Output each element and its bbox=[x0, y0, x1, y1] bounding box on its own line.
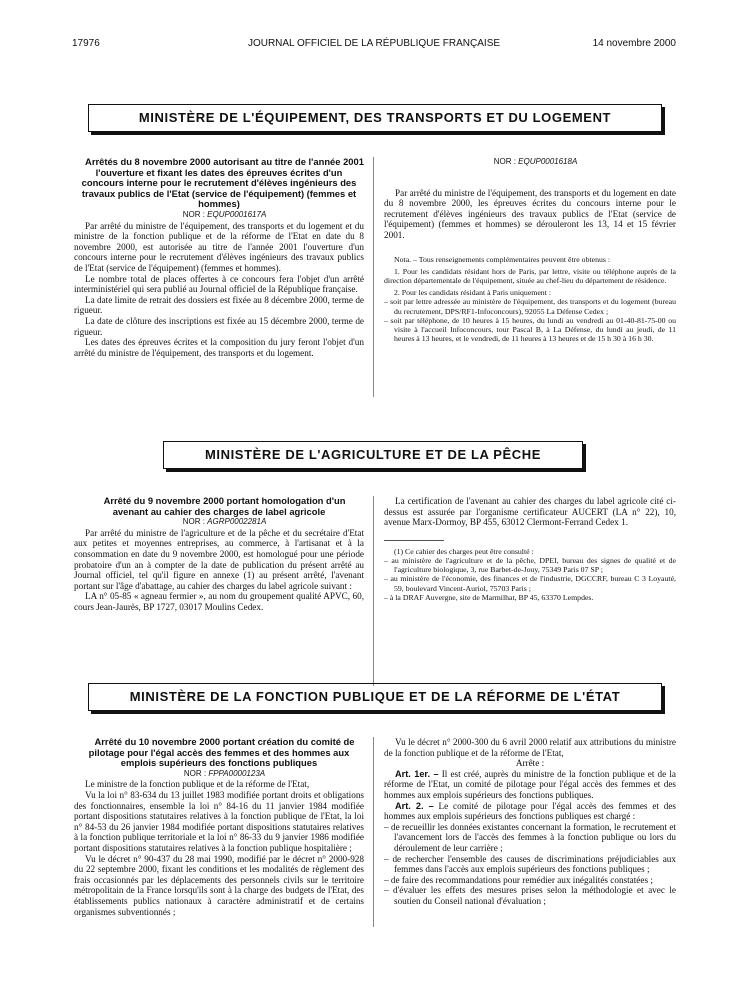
paragraph: Vu la loi n° 83-634 du 13 juillet 1983 modifiée portant droits et obligations des fonctionnaires, ensemble la loi n° 84-16 du 11 janvier 1984 modifiée portant dispositions statutaires relatives à la fonction publique de l'Etat, la loi n° 84-53 du 26 janvier 1984 modifiée portant dispositions statutaires relatives à la fonction publique territoriale et la loi n° 86-33 du 9 janvier 1986 modifiée portant dispositions statutaires relatives à la fonction publique hospitalière ; bbox=[74, 789, 364, 853]
nor-reference: NOR : FPPA0000123A bbox=[183, 768, 266, 778]
note-heading: Nota. – Tous renseignements complémentaires peuvent être obtenus : bbox=[394, 254, 611, 264]
arrete-heading: Arrête : bbox=[515, 758, 545, 769]
paragraph: La date de clôture des inscriptions est fixée au 15 décembre 2000, terme de rigueur. bbox=[74, 315, 364, 337]
column-divider bbox=[373, 157, 374, 397]
section1-left-column bbox=[74, 157, 364, 358]
footnote-item: – à la DRAF Auvergne, site de Marmilhat, BP 45, 63370 Lempdes. bbox=[384, 592, 594, 602]
paragraph: Vu le décret n° 90-437 du 28 mai 1990, modifié par le décret n° 2000-928 du 22 septembre 2000, fixant les conditions et les modalités de règlement des frais occasionnés par les déplacements des personnels civils sur le territoire métropolitain de la France lorsqu'ils sont à la charge des budgets de l'Etat, des établissements publics nationaux à caractère administratif et de certains organismes subventionnés ; bbox=[74, 853, 364, 917]
decree-title: Arrêté du 9 novembre 2000 portant homologation d'un avenant au cahier des charges de label agricole bbox=[103, 495, 346, 517]
article-label: Art. 2. – bbox=[395, 800, 434, 811]
section3-left-column bbox=[74, 737, 364, 917]
note-block bbox=[384, 255, 676, 344]
note-dash-item: – soit par téléphone, de 10 heures à 15 heures, du lundi au vendredi au 01-40-81-75-00 ou visite à l'accueil Infoconcours, tour Pascal B, à La Défense, du lundi au jeudi, de 11 heures à 13 heures, et le vendredi, de 11 heures à 13 heures et de 15 h 30 à 16 h 30. bbox=[384, 315, 676, 344]
article-2: Art. 2. – Le comité de pilotage pour l'égal accès des femmes et des hommes aux emplois supérieurs des fonctions publiques est chargé : bbox=[384, 800, 676, 822]
footnote-heading: (1) Ce cahier des charges peut être consulté : bbox=[394, 546, 534, 556]
journal-title: JOURNAL OFFICIEL DE LA RÉPUBLIQUE FRANÇAISE bbox=[247, 38, 501, 49]
section-heading-fonction-publique bbox=[88, 683, 662, 711]
footnote-block bbox=[384, 547, 676, 602]
article-label: Art. 1er. – bbox=[395, 768, 439, 779]
note-item: 2. Pour les candidats résidant à Paris uniquement : bbox=[394, 288, 551, 298]
note-dash-item: – soit par lettre adressée au ministère de l'équipement, des transports et du logement (bureau du recrutement, DPS/RF1-Infoconcours), 92055 La Défense Cedex ; bbox=[384, 297, 676, 316]
nor-reference: NOR : EQUP0001617A bbox=[182, 209, 267, 219]
article-1: Art. 1er. – Il est créé, auprès du ministre de la fonction publique et de la réforme de l'Etat, un comité de pilotage pour l'égal accès des femmes et des hommes aux emplois supérieurs des fonctions publiques. bbox=[384, 768, 676, 800]
paragraph: La date limite de retrait des dossiers est fixée au 8 décembre 2000, terme de rigueur. bbox=[74, 294, 364, 316]
decree-title: Arrêté du 10 novembre 2000 portant création du comité de pilotage pour l'égal accès des femmes et des hommes aux emplois supérieurs des fonctions publiques bbox=[88, 736, 355, 769]
section1-right-column bbox=[384, 157, 676, 343]
paragraph: LA n° 05-85 « agneau fermier », au nom du groupement qualité APVC, 60, cours Jean-Jaurès, BP 1727, 03017 Moulins Cedex. bbox=[74, 591, 364, 612]
page-number: 17976 bbox=[72, 38, 100, 49]
paragraph: Le ministre de la fonction publique et de la réforme de l'Etat, bbox=[85, 779, 310, 790]
section-heading-text: MINISTÈRE DE LA FONCTION PUBLIQUE ET DE LA RÉFORME DE L'ÉTAT bbox=[129, 689, 621, 704]
article-dash-item: – de faire des recommandations pour remédier aux inégalités constatées ; bbox=[384, 874, 653, 885]
section2-left-column bbox=[74, 496, 364, 613]
section-heading-text: MINISTÈRE DE L'AGRICULTURE ET DE LA PÊCHE bbox=[204, 447, 542, 462]
paragraph: Le nombre total de places offertes à ce concours fera l'objet d'un arrêté interministériel qui sera publié au Journal officiel de la République française. bbox=[74, 273, 364, 295]
issue-date: 14 novembre 2000 bbox=[592, 38, 676, 49]
note-item: 1. Pour les candidats résidant hors de Paris, par lettre, visite ou téléphone auprès de la direction départementale de l'équipement, située au chef-lieu du département de résidence. bbox=[384, 266, 676, 285]
section-heading-agriculture bbox=[163, 441, 583, 469]
nor-reference: NOR : AGRP0002281A bbox=[182, 517, 267, 527]
column-divider bbox=[373, 496, 374, 686]
section2-right-column bbox=[384, 496, 676, 602]
footnote-item: – au ministère de l'économie, des finances et de l'industrie, DGCCRF, bureau C 3 Loyauté, 59, boulevard Vincent-Auriol, 75703 Paris ; bbox=[384, 574, 676, 593]
paragraph: Par arrêté du ministre de l'équipement, des transports et du logement et du ministre de la fonction publique et de la réforme de l'Etat en date du 8 novembre 2000, est autorisée au titre de l'année 2001 l'ouverture d'un concours interne pour le recrutement d'élèves ingénieurs des travaux publics de l'Etat (service de l'équipement) (femmes et hommes). bbox=[74, 220, 364, 273]
nor-reference: NOR : EQUP0001618A bbox=[493, 157, 578, 166]
paragraph: La certification de l'avenant au cahier des charges du label agricole cité ci-dessus est assurée par l'organisme certificateur AUCERT (LA n° 22), 10, avenue Marx-Dormoy, BP 455, 63012 Clermont-Ferrand Cedex 1. bbox=[384, 496, 676, 528]
article-dash-item: – d'évaluer les effets des mesures prises selon la méthodologie et avec le soutien du Conseil national d'évaluation ; bbox=[384, 885, 676, 906]
section-heading-equipement bbox=[88, 104, 662, 132]
paragraph: Par arrêté du ministre de l'équipement, des transports et du logement en date du 8 novembre 2000, les épreuves écrites du concours interne pour le recrutement d'élèves ingénieurs des travaux publics de l'Etat (service de l'équipement) (femmes et hommes) se dérouleront les 13, 14 et 15 février 2001. bbox=[384, 187, 676, 240]
decree-title: Arrêtés du 8 novembre 2000 autorisant au titre de l'année 2001 l'ouverture et fixant les dates des épreuves écrites d'un concours interne pour le recrutement d'élèves ingénieurs des travaux publics de l'Etat (service de l'équipement) (femmes et hommes) bbox=[81, 156, 364, 210]
paragraph: Les dates des épreuves écrites et la composition du jury feront l'objet d'un arrêté du ministre de l'équipement, des transports et du logement. bbox=[74, 337, 364, 358]
section3-right-column bbox=[384, 737, 676, 907]
paragraph: Vu le décret n° 2000-300 du 6 avril 2000 relatif aux attributions du ministre de la fonction publique et de la réforme de l'Etat, bbox=[384, 737, 676, 758]
article-dash-item: – de rechercher l'ensemble des causes de discriminations préjudiciables aux femmes dans l'accès aux emplois supérieurs des fonctions publiques ; bbox=[384, 853, 676, 875]
paragraph: Par arrêté du ministre de l'agriculture et de la pêche et du secrétaire d'Etat aux petites et moyennes entreprises, au commerce, à l'artisanat et à la consommation en date du 9 novembre 2000, est homologué pour une période probatoire d'un an à compter de la date de publication du présent arrêté au Journal officiel, tel qu'il figure en annexe (1) au présent arrêté, l'avenant portant sur l'âge d'abattage, au cahier des charges du label agricole suivant : bbox=[74, 527, 364, 591]
article-dash-item: – de recueillir les données existantes concernant la formation, le recrutement et l'avancement lors de l'accès des femmes à la fonction publique ou lors du déroulement de leur carrière ; bbox=[384, 821, 676, 853]
footnote-item: – au ministère de l'agriculture et de la pêche, DPEI, bureau des signes de qualité et de l'agriculture biologique, 3, rue Barbet-de-Jouy, 75349 Paris 07 SP ; bbox=[384, 555, 676, 575]
section-heading-text: MINISTÈRE DE L'ÉQUIPEMENT, DES TRANSPORTS ET DU LOGEMENT bbox=[138, 110, 612, 125]
footnote-rule bbox=[384, 540, 444, 541]
column-divider bbox=[373, 737, 374, 927]
